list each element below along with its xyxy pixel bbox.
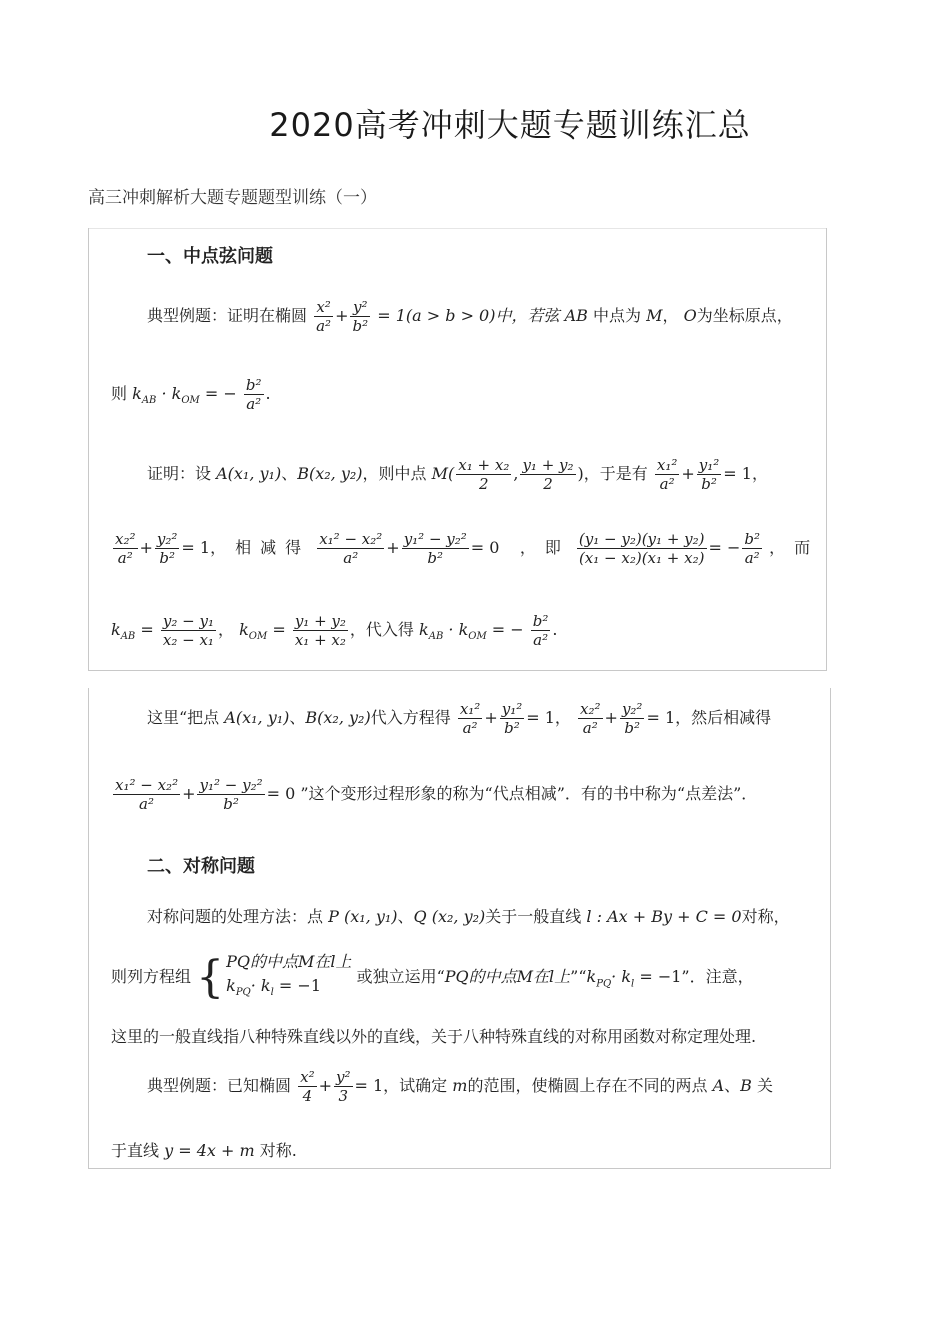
text: PQ的中点M在l上 [444, 967, 571, 987]
example-statement-line: 典型例题：证明在椭圆 $\frac{\text{x²}}{\text{a²}}$ + $\frac{\text{y²}}{\text{b²}}$ = 1(a > b > 0)中，若弦 AB 中点为 M， O为坐标原点， [147, 298, 793, 335]
slope-k: k [132, 384, 142, 403]
text: = − [204, 384, 237, 403]
fraction-b2-a2: $\frac{\text{b²}}{\text{a²}}$ [245, 376, 262, 413]
equation-system-line [111, 950, 754, 1005]
fraction-x2sq-a2: $\frac{\text{x₂²}}{\text{a²}}$ [580, 700, 601, 737]
proof-line-3 [111, 612, 558, 649]
explanation-line-2: $\frac{\text{x₁² − x₂²}}{\text{a²}}$ + $\frac{\text{y₁² − y₂²}}{\text{b²}}$ = 0 ”这个变形过程形象的称为“代点相减”．有的书中称为“点差法”． [115, 776, 758, 813]
text: 典型例题：已知椭圆 [147, 1076, 292, 1095]
fraction-midpoint-x: $\frac{\text{x₁ + x₂}}{2}$ [458, 456, 510, 493]
point-o: O [683, 306, 697, 325]
text: 对称. [259, 1141, 297, 1160]
document-subtitle: 高三冲刺解析大题专题题型训练（一） [88, 188, 377, 208]
section-heading-symmetry: 二、对称问题 [147, 856, 255, 877]
text: 或独立运用“ [356, 967, 445, 987]
slope-k: k [226, 976, 236, 995]
panel-top-edge [89, 228, 826, 229]
fraction-y2sq-b2: $\frac{\text{y₂²}}{\text{b²}}$ [621, 700, 643, 737]
point-b: B(x₂, y₂) [305, 708, 371, 727]
fraction-diff-x: $\frac{\text{x₁² − x₂²}}{\text{a²}}$ [115, 776, 179, 813]
text: 、 [281, 464, 298, 483]
point-m: M [646, 306, 663, 325]
document-title: 2020高考冲刺大题专题训练汇总 [269, 106, 751, 144]
text: 证明：设 [147, 464, 212, 483]
fraction-diff-y: $\frac{\text{y₁² − y₂²}}{\text{b²}}$ [199, 776, 263, 813]
fraction-y1sq-b2: $\frac{\text{y₁²}}{\text{b²}}$ [698, 456, 720, 493]
text: 的范围，使椭圆上存在不同的两点 [467, 1076, 708, 1095]
text: )，于是有 [577, 464, 648, 483]
slope-k: · k [448, 620, 469, 639]
example-line-1: 典型例题：已知椭圆 $\frac{\text{x²}}{4}$ + $\frac{\text{y²}}{3}$ = 1，试确定 m的范围，使椭圆上存在不同的两点 A、B 关 [147, 1068, 774, 1105]
slope-k: k [239, 620, 249, 639]
point-a: A [712, 1076, 725, 1095]
subscript: OM [248, 631, 268, 643]
system-row-2 [226, 974, 351, 1005]
fraction-x1sq-a2: $\frac{\text{x₁²}}{\text{a²}}$ [656, 456, 678, 493]
fraction-x2sq-a2: $\frac{\text{x₂²}}{\text{a²}}$ [115, 530, 136, 567]
method-line [147, 904, 790, 927]
fraction-kom: $\frac{\text{y₁ + y₂}}{\text{x₁ + x₂}}$ [294, 612, 346, 649]
text: 中点为 [592, 306, 641, 325]
fraction-y2sq-b2: $\frac{\text{y₂²}}{\text{b²}}$ [156, 530, 178, 567]
proof-line-1: 证明：设 A(x₁, y₁)、B(x₂, y₂)，则中点 M( $\frac{\text{x₁ + x₂}}{2}$ , $\frac{\text{y₁ + y₂}}{2}$ )，于是有 $\frac{\text{x₁²}}{\text{a²}}$ + $\frac{\text{y₁²}}{\text{b²}}$ = 1， [147, 456, 768, 493]
line-equation: y = 4x + m [164, 1141, 255, 1160]
fraction-diff-x: $\frac{\text{x₁² − x₂²}}{\text{a²}}$ [319, 530, 383, 567]
fraction-product: $\frac{\text{(y₁ − y₂)(y₁ + y₂)}}{\text{(x₁ − x₂)(x₁ + x₂)}}$ [578, 530, 705, 567]
point-a: A(x₁, y₁) [224, 708, 290, 727]
proof-line-2: $\frac{\text{x₂²}}{\text{a²}}$ + $\frac{\text{y₂²}}{\text{b²}}$ = 1，相减得 $\frac{\text{x₁² − x₂²}}{\text{a²}}$ + $\frac{\text{y₁² − y₂²}}{\text{b²}}$ = 0 ，即 $\frac{\text{(y₁ − y₂)(y₁ + y₂)}}{\text{(x₁ − x₂)(x₁ + x₂)}}$ = − $\frac{\text{b²}}{\text{a²}}$ ，而 [115, 530, 820, 567]
text: 为坐标原点， [696, 306, 793, 325]
text: 对称， [741, 907, 790, 926]
text: = 1， [526, 708, 571, 727]
subscript: OM [468, 631, 487, 643]
slope-k: k [586, 967, 597, 987]
note-line: 这里的一般直线指八种特殊直线以外的直线，关于八种特殊直线的对称用函数对称定理处理. [111, 1027, 757, 1046]
text: ，则中点 [362, 464, 427, 483]
line-equation: l : Ax + By + C = 0 [586, 907, 742, 926]
section-heading-midpoint-chord: 一、中点弦问题 [147, 246, 273, 267]
content-panel-symmetry [88, 688, 831, 1169]
left-brace: { [196, 951, 225, 1003]
text: ， [217, 620, 234, 639]
fraction-kab: $\frac{\text{y₂ − y₁}}{\text{x₂ − x₁}}$ [162, 612, 214, 649]
fraction-x2-4: $\frac{\text{x²}}{4}$ [300, 1068, 315, 1105]
text: 关于一般直线 [485, 907, 582, 926]
subscript: PQ [235, 987, 251, 999]
text: ，代入得 [349, 620, 414, 639]
explanation-line-1: 这里“把点 A(x₁, y₁)、B(x₂, y₂)代入方程得 $\frac{\text{x₁²}}{\text{a²}}$ + $\frac{\text{y₁²}}{\text{b²}}$ = 1， $\frac{\text{x₂²}}{\text{a²}}$ + $\frac{\text{y₂²}}{\text{b²}}$ = 1，然后相减得 [147, 700, 772, 737]
text: 这里“把点 [147, 708, 220, 727]
text: = 0 [470, 538, 500, 557]
text: = 0 [266, 784, 296, 803]
fraction-y1sq-b2: $\frac{\text{y₁²}}{\text{b²}}$ [501, 700, 523, 737]
text: ，即 [519, 538, 570, 557]
text: ”“ [570, 967, 587, 987]
text: ”这个变形过程形象的称为“代点相减”．有的书中称为“点差法”． [300, 784, 758, 803]
point-b: B [740, 1076, 752, 1095]
text: ， [662, 306, 679, 325]
text: 、 [289, 708, 306, 727]
text: 则列方程组 [111, 967, 192, 987]
fraction-midpoint-y: $\frac{\text{y₁ + y₂}}{2}$ [522, 456, 574, 493]
system-row-1: PQ的中点M在l上 [226, 952, 352, 971]
subscript: PQ [596, 978, 612, 990]
slope-k: · k [161, 384, 182, 403]
slope-k: k [419, 620, 429, 639]
fraction-diff-y: $\frac{\text{y₁² − y₂²}}{\text{b²}}$ [403, 530, 467, 567]
point-b: B(x₂, y₂) [297, 464, 363, 483]
text: = 1，试确定 [354, 1076, 448, 1095]
text: = 1， [723, 464, 768, 483]
slope-k: · k [611, 967, 632, 987]
text: , [513, 464, 519, 483]
point-a: A(x₁, y₁) [216, 464, 282, 483]
text: ，相减得 [210, 538, 311, 557]
slope-k: · k [250, 976, 271, 995]
claim-line [111, 376, 271, 413]
text: ，而 [769, 538, 820, 557]
text: = [272, 620, 286, 639]
fraction-y2-3: $\frac{\text{y²}}{3}$ [336, 1068, 351, 1105]
fraction-y2-b2: $\frac{\text{y²}}{\text{b²}}$ [352, 298, 369, 335]
fraction-x2-a2: $\frac{\text{x²}}{\text{a²}}$ [316, 298, 332, 335]
content-panel-midpoint-chord [88, 228, 827, 671]
text: 于直线 [111, 1141, 160, 1160]
text: 对称问题的处理方法：点 [147, 907, 324, 926]
text: = 1 [181, 538, 211, 557]
text: = 1，然后相减得 [646, 708, 772, 727]
text: . [552, 620, 558, 639]
text: = − [708, 538, 741, 557]
subscript: OM [181, 395, 200, 407]
text: ”．注意， [681, 967, 754, 987]
text: = −1 [639, 967, 682, 987]
text: 代入方程得 [370, 708, 451, 727]
variable-m: m [452, 1076, 468, 1095]
subscript: l [270, 987, 274, 999]
text: = −1 [278, 976, 321, 995]
example-line-2 [111, 1138, 297, 1161]
subscript: AB [428, 631, 444, 643]
subscript: l [631, 978, 635, 990]
equation-system [226, 950, 351, 1005]
chord-label: AB [564, 306, 588, 325]
fraction-x1sq-a2: $\frac{\text{x₁²}}{\text{a²}}$ [459, 700, 481, 737]
text: 、 [724, 1076, 741, 1095]
text: 则 [111, 384, 128, 403]
text: = [140, 620, 154, 639]
subscript: AB [120, 631, 136, 643]
slope-k: k [111, 620, 121, 639]
fraction-b2-a2: $\frac{\text{b²}}{\text{a²}}$ [532, 612, 549, 649]
text: 、 [397, 907, 414, 926]
ellipse-condition: = 1(a > b > 0)中，若弦 [377, 306, 560, 325]
midpoint-m: M( [431, 464, 455, 483]
text: . [265, 384, 271, 403]
point-q: Q (x₂, y₂) [413, 907, 486, 926]
subscript: AB [141, 395, 157, 407]
text: = − [491, 620, 524, 639]
text: 典型例题：证明在椭圆 [147, 306, 308, 325]
point-p: P (x₁, y₁) [328, 907, 398, 926]
fraction-b2-a2: $\frac{\text{b²}}{\text{a²}}$ [744, 530, 761, 567]
text: 关 [757, 1076, 774, 1095]
